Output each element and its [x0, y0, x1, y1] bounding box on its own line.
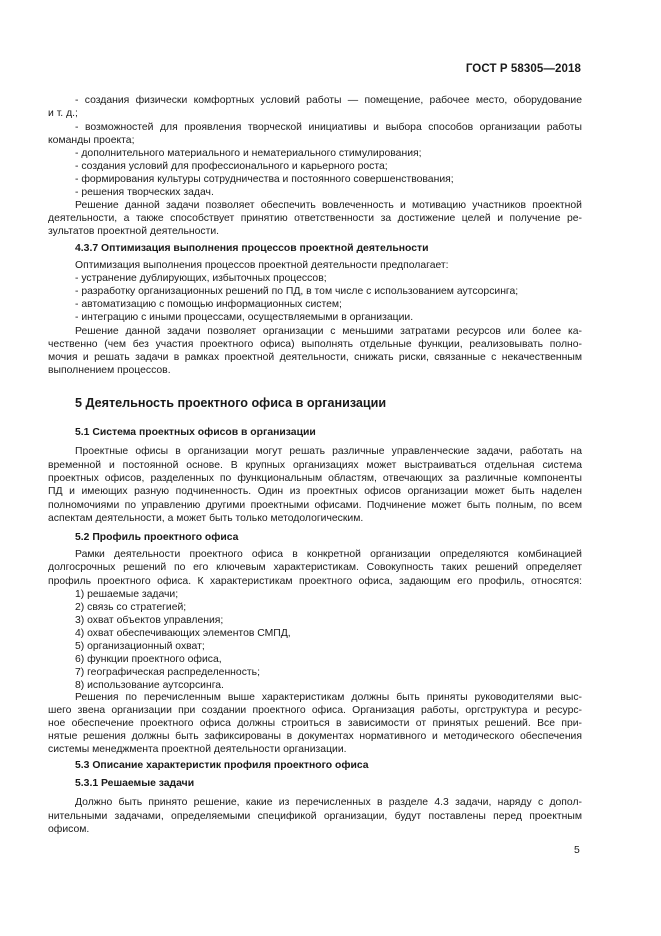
text-line: мочия и решать задачи в рамках проектной деятельности, снижать риски, связанные с некачественным	[48, 352, 582, 363]
numbered-item: 5) организационный охват;	[75, 641, 205, 652]
text-line: офисом.	[48, 824, 90, 835]
section-heading-4-3-7: 4.3.7 Оптимизация выполнения процессов проектной деятельности	[75, 243, 429, 254]
list-item: - дополнительного материального и нематериального стимулирования;	[75, 148, 422, 159]
text-line: чественно (чем без участия проектного офиса) выполнять отдельные функции, реализовывать полно-	[48, 339, 582, 350]
list-item: - создания условий для профессионального и карьерного роста;	[75, 161, 388, 172]
numbered-item: 8) использование аутсорсинга.	[75, 680, 224, 691]
section-heading-5-2: 5.2 Профиль проектного офиса	[75, 532, 239, 543]
list-item: - разработку организационных решений по ПД, в том числе с использованием аутсорсинга;	[75, 286, 519, 297]
text-line: профиль проектного офиса. К характеристикам проектного офиса, задающим его профиль, относятся:	[48, 576, 582, 587]
text-line: зультатов проектной деятельности.	[48, 226, 220, 237]
text-line: Оптимизация выполнения процессов проектной деятельности предполагает:	[75, 260, 449, 271]
text-line: шего звена организации при создании проектного офиса. Организация работы, оргструктура и ресурс-	[48, 705, 582, 716]
list-item: - автоматизацию с помощью информационных систем;	[75, 299, 342, 310]
text-line: Проектные офисы в организации могут решать различные управленческие задачи, работать на	[75, 446, 582, 457]
list-item: - решения творческих задач.	[75, 187, 214, 198]
text-line: Решение данной задачи позволяет обеспечить вовлеченность и мотивацию участников проектной	[75, 200, 582, 211]
text-line: Должно быть принято решение, какие из перечисленных в разделе 4.3 задачи, наряду с допол-	[75, 797, 582, 808]
numbered-item: 2) связь со стратегией;	[75, 602, 187, 613]
page-number: 5	[574, 845, 580, 856]
section-heading-5: 5 Деятельность проектного офиса в организации	[75, 396, 387, 410]
numbered-item: 7) географическая распределенность;	[75, 667, 260, 678]
text-line: ное обеспечение проектного офиса должны строиться в зависимости от принятых решений. Все при-	[48, 718, 582, 729]
text-line: временной и постоянной основе. В крупных организациях может выстраиваться отдельная система	[48, 460, 582, 471]
list-item: - интеграцию с иными процессами, осуществляемыми в организации.	[75, 312, 414, 323]
text-line: Рамки деятельности проектного офиса в конкретной организации определяются комбинацией	[75, 549, 582, 560]
text-line: выполнением процессов.	[48, 365, 171, 376]
section-heading-5-3: 5.3 Описание характеристик профиля проектного офиса	[75, 760, 369, 771]
list-item: - устранение дублирующих, избыточных процессов;	[75, 273, 327, 284]
numbered-item: 1) решаемые задачи;	[75, 589, 179, 600]
section-heading-5-3-1: 5.3.1 Решаемые задачи	[75, 778, 195, 789]
section-heading-5-1: 5.1 Система проектных офисов в организации	[75, 427, 316, 438]
text-line: команды проекта;	[48, 135, 135, 146]
text-line: Решение данной задачи позволяет организации с меньшими затратами ресурсов или более ка-	[75, 326, 582, 337]
numbered-item: 6) функции проектного офиса,	[75, 654, 222, 665]
text-line: нятые решения должны быть зафиксированы в документах нормативного и методического обеспечения	[48, 731, 582, 742]
text-line: - создания физически комфортных условий работы — помещение, рабочее место, оборудование	[75, 95, 582, 106]
text-line: Решения по перечисленным выше характеристикам должны быть приняты руководителями выс-	[75, 692, 582, 703]
text-line: системы менеджмента проектной деятельности организации.	[48, 744, 347, 755]
text-line: и т. д.;	[48, 108, 78, 119]
text-line: аспектам деятельности, а может быть только методологическим.	[48, 513, 364, 524]
text-line: долгосрочных решений по его ключевым характеристикам. Совокупность таких решений определяет	[48, 562, 582, 573]
text-line: ПД и имеющих разную подчиненность. Один из проектных офисов организации может быть наделен	[48, 486, 582, 497]
text-line: деятельности, а также способствует принятию ответственности за достижение целей и получение ре-	[48, 213, 582, 224]
list-item: - формирования культуры сотрудничества и постоянного совершенствования;	[75, 174, 454, 185]
text-line: проектных офисов, разделенных по функциональным областям, отвечающих за различные компоненты	[48, 473, 582, 484]
numbered-item: 4) охват обеспечивающих элементов СМПД,	[75, 628, 291, 639]
text-line: - возможностей для проявления творческой инициативы и выбора способов организации работы	[75, 122, 582, 133]
text-line: нительными задачами, определяемыми спецификой организации, будут поставлены перед проектным	[48, 811, 582, 822]
text-line: полномочиями по управлению другими проектными офисами. Подчинение может быть полным, по всем	[48, 500, 582, 511]
standard-header: ГОСТ Р 58305—2018	[465, 63, 581, 75]
numbered-item: 3) охват объектов управления;	[75, 615, 224, 626]
